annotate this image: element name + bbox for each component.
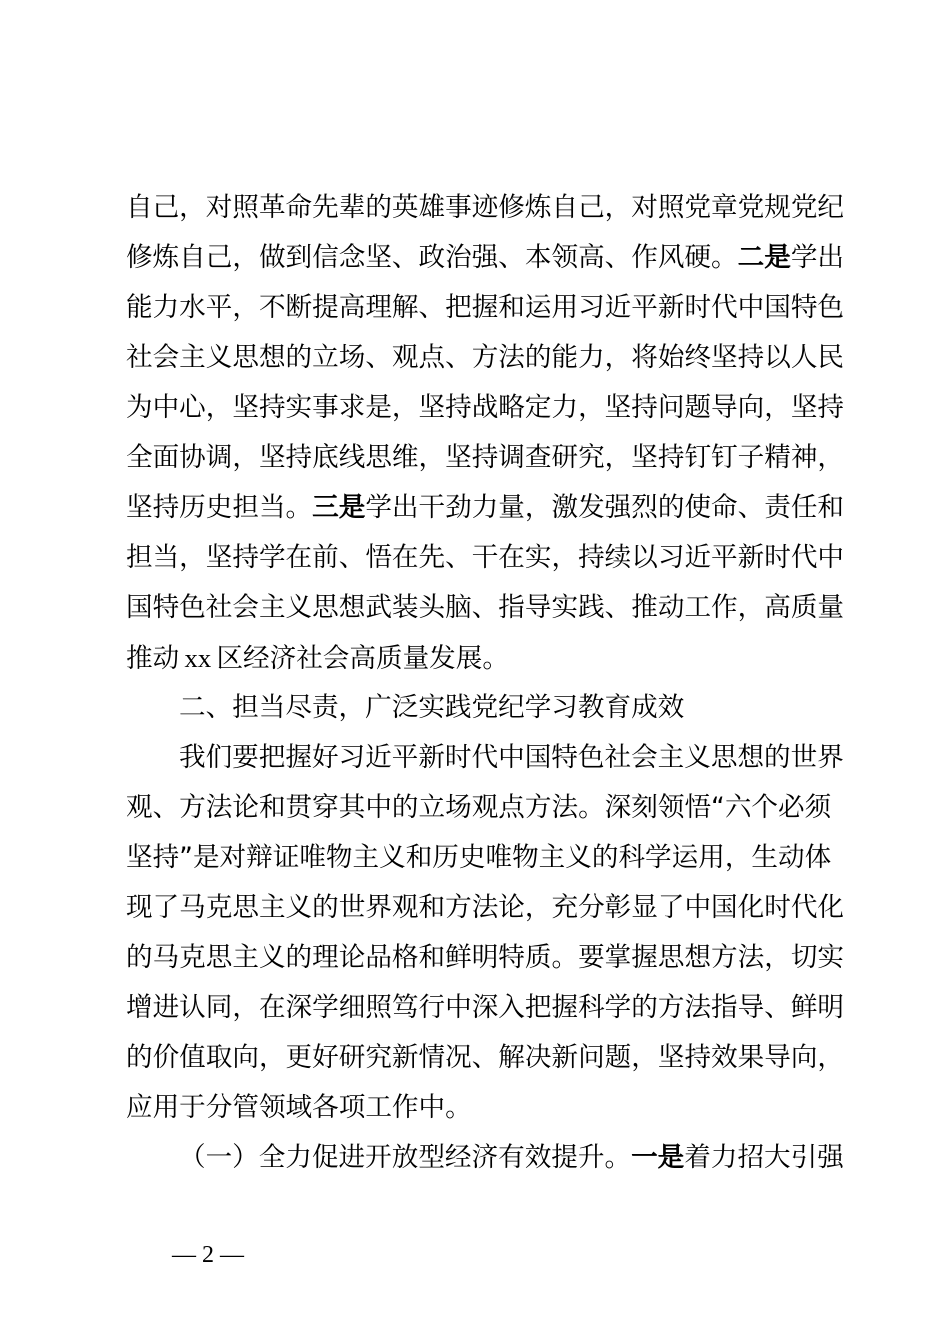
text-run: 我们要把握好习近平新时代中国特色社会主义思想的世界 bbox=[179, 742, 844, 773]
text-line-12 bbox=[126, 733, 844, 783]
section-heading bbox=[126, 683, 831, 733]
text-line-14 bbox=[126, 833, 831, 883]
text-line-15 bbox=[126, 883, 845, 933]
text-line-6 bbox=[126, 433, 845, 483]
text-line-16 bbox=[126, 933, 845, 983]
text-run: 坚持历史担当。 bbox=[126, 492, 313, 523]
text-line-1 bbox=[126, 183, 845, 233]
text-line-19 bbox=[126, 1083, 831, 1133]
text-line-2 bbox=[126, 233, 845, 283]
bold-enumerator: 一是 bbox=[631, 1142, 685, 1173]
text-line-20 bbox=[126, 1133, 844, 1183]
text-line-7 bbox=[126, 483, 845, 533]
text-run: 着力招大引强 bbox=[684, 1142, 844, 1173]
heading-text: 二、担当尽责，广泛实践党纪学习教育成效 bbox=[179, 692, 685, 723]
text-run: 坚持”是对辩证唯物主义和历史唯物主义的科学运用，生动体 bbox=[126, 842, 832, 873]
text-run: 观、方法论和贯穿其中的立场观点方法。深刻领悟“六个必须 bbox=[126, 792, 832, 823]
page-number: — 2 — bbox=[172, 1242, 244, 1268]
text-run: 担当，坚持学在前、悟在先、干在实，持续以习近平新时代中 bbox=[126, 542, 845, 573]
text-run: 应用于分管领域各项工作中。 bbox=[126, 1092, 472, 1123]
text-run: 自己，对照革命先辈的英雄事迹修炼自己，对照党章党规党纪 bbox=[126, 192, 845, 223]
text-line-8 bbox=[126, 533, 845, 583]
text-run: 国特色社会主义思想武装头脑、指导实践、推动工作，高质量 bbox=[126, 592, 845, 623]
text-line-5 bbox=[126, 383, 845, 433]
text-run: 的马克思主义的理论品格和鲜明特质。要掌握思想方法，切实 bbox=[126, 942, 845, 973]
text-line-9 bbox=[126, 583, 845, 633]
bold-enumerator: 二是 bbox=[737, 242, 791, 273]
bold-enumerator: 三是 bbox=[312, 492, 366, 523]
text-run: 区经济社会高质量发展。 bbox=[216, 643, 509, 674]
text-run: 学出干劲力量，激发强烈的使命、责任和 bbox=[365, 492, 845, 523]
text-run: 全面协调，坚持底线思维，坚持调查研究，坚持钉钉子精神， bbox=[126, 442, 845, 473]
text-line-17 bbox=[126, 983, 845, 1033]
text-run: 的价值取向，更好研究新情况、解决新问题，坚持效果导向， bbox=[126, 1042, 845, 1073]
placeholder-district bbox=[179, 643, 216, 673]
text-run: 为中心，坚持实事求是，坚持战略定力，坚持问题导向，坚持 bbox=[126, 392, 845, 423]
text-line-18 bbox=[126, 1033, 845, 1083]
text-run: 社会主义思想的立场、观点、方法的能力，将始终坚持以人民 bbox=[126, 342, 845, 373]
text-run: （一）全力促进开放型经济有效提升。 bbox=[179, 1142, 632, 1173]
text-line-13 bbox=[126, 783, 831, 833]
text-line-4 bbox=[126, 333, 845, 383]
text-run: 能力水平，不断提高理解、把握和运用习近平新时代中国特色 bbox=[126, 292, 845, 323]
district-code: xx bbox=[184, 643, 212, 673]
text-line-3 bbox=[126, 283, 845, 333]
text-line-10 bbox=[126, 633, 831, 683]
text-run: 修炼自己，做到信念坚、政治强、本领高、作风硬。 bbox=[126, 242, 738, 273]
text-run: 推动 bbox=[126, 643, 180, 674]
body-text bbox=[126, 183, 845, 1183]
text-run: 增进认同，在深学细照笃行中深入把握科学的方法指导、鲜明 bbox=[126, 992, 845, 1023]
text-run: 现了马克思主义的世界观和方法论，充分彰显了中国化时代化 bbox=[126, 892, 845, 923]
text-run: 学出 bbox=[790, 242, 845, 273]
